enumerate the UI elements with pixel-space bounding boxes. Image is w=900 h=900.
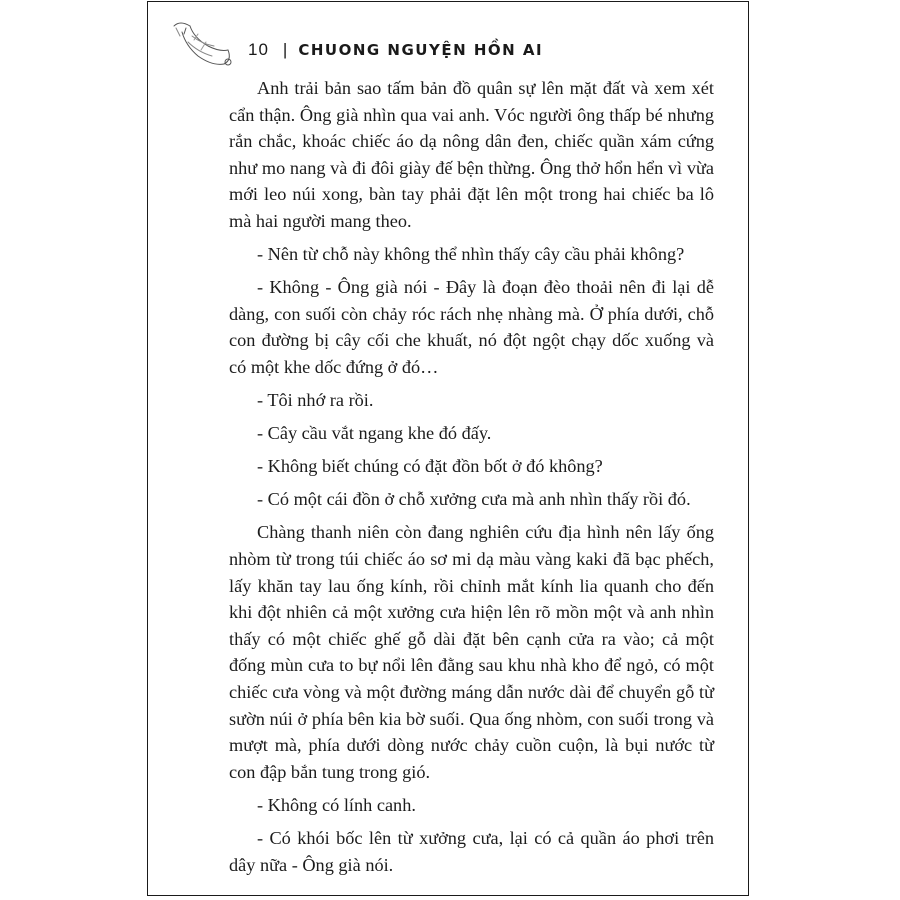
bell-icon (168, 16, 238, 74)
paragraph: - Không có lính canh. (257, 794, 416, 815)
paragraph: - Tôi nhớ ra rồi. (257, 390, 374, 411)
body-text (229, 75, 714, 885)
paragraph: - Không - Ông già nói - Đây là đoạn đèo thoải nên đi lại dễ dàng, con suối còn chảy róc rách nhẹ nhàng mà. Ở phía dưới, chỗ con đường bị cây cối che khuất, nó đột ngột chạy dốc xuống và có một khe dốc đứng ở đó… (229, 277, 714, 377)
paragraph: - Có khói bốc lên từ xưởng cưa, lại có cả quần áo phơi trên dây nữa - Ông già nói. (229, 827, 714, 875)
paragraph: Chàng thanh niên còn đang nghiên cứu địa hình nên lấy ống nhòm từ trong túi chiếc áo sơ mi dạ màu vàng kaki đã bạc phếch, lấy khăn tay lau ống kính, rồi chỉnh mắt kính lia quanh cho đến khi đột nhiên cả một xưởng cưa hiện lên rõ mồn một và anh nhìn thấy có một chiếc ghế gỗ dài đặt bên cạnh cửa ra vào; cả một đống mùn cưa to bự nổi lên đằng sau khu nhà kho để ngỏ, có một chiếc cưa vòng và một đường máng dẫn nước dài để chuyển gỗ từ sườn núi ở phía bên kia bờ suối. Qua ống nhòm, con suối trong và mượt mà, phía dưới dòng nước chảy cuồn cuộn, là bụi nước từ con đập bắn tung trong gió. (229, 522, 714, 782)
paragraph: - Nên từ chỗ này không thể nhìn thấy cây cầu phải không? (257, 244, 685, 265)
book-page (147, 1, 749, 896)
header-separator: | (282, 40, 289, 59)
paragraph: Anh trải bản sao tấm bản đồ quân sự lên mặt đất và xem xét cẩn thận. Ông già nhìn qua vai anh. Vóc người ông thấp bé nhưng rắn chắc, khoác chiếc áo dạ nông dân đen, chiếc quần xám cứng như mo nang và đi đôi giày đế bện thừng. Ông thở hổn hển vì vừa mới leo núi xong, bàn tay phải đặt lên một trong hai chiếc ba lô mà hai người mang theo. (229, 78, 714, 231)
paragraph: - Không biết chúng có đặt đồn bốt ở đó không? (257, 456, 603, 477)
paragraph: - Cây cầu vắt ngang khe đó đấy. (257, 423, 492, 444)
chapter-title: CHUONG NGUYỆN HỒN AI (298, 41, 544, 59)
running-header (248, 40, 543, 60)
paragraph: - Có một cái đồn ở chỗ xưởng cưa mà anh nhìn thấy rồi đó. (257, 489, 691, 510)
page-number: 10 (248, 40, 269, 59)
